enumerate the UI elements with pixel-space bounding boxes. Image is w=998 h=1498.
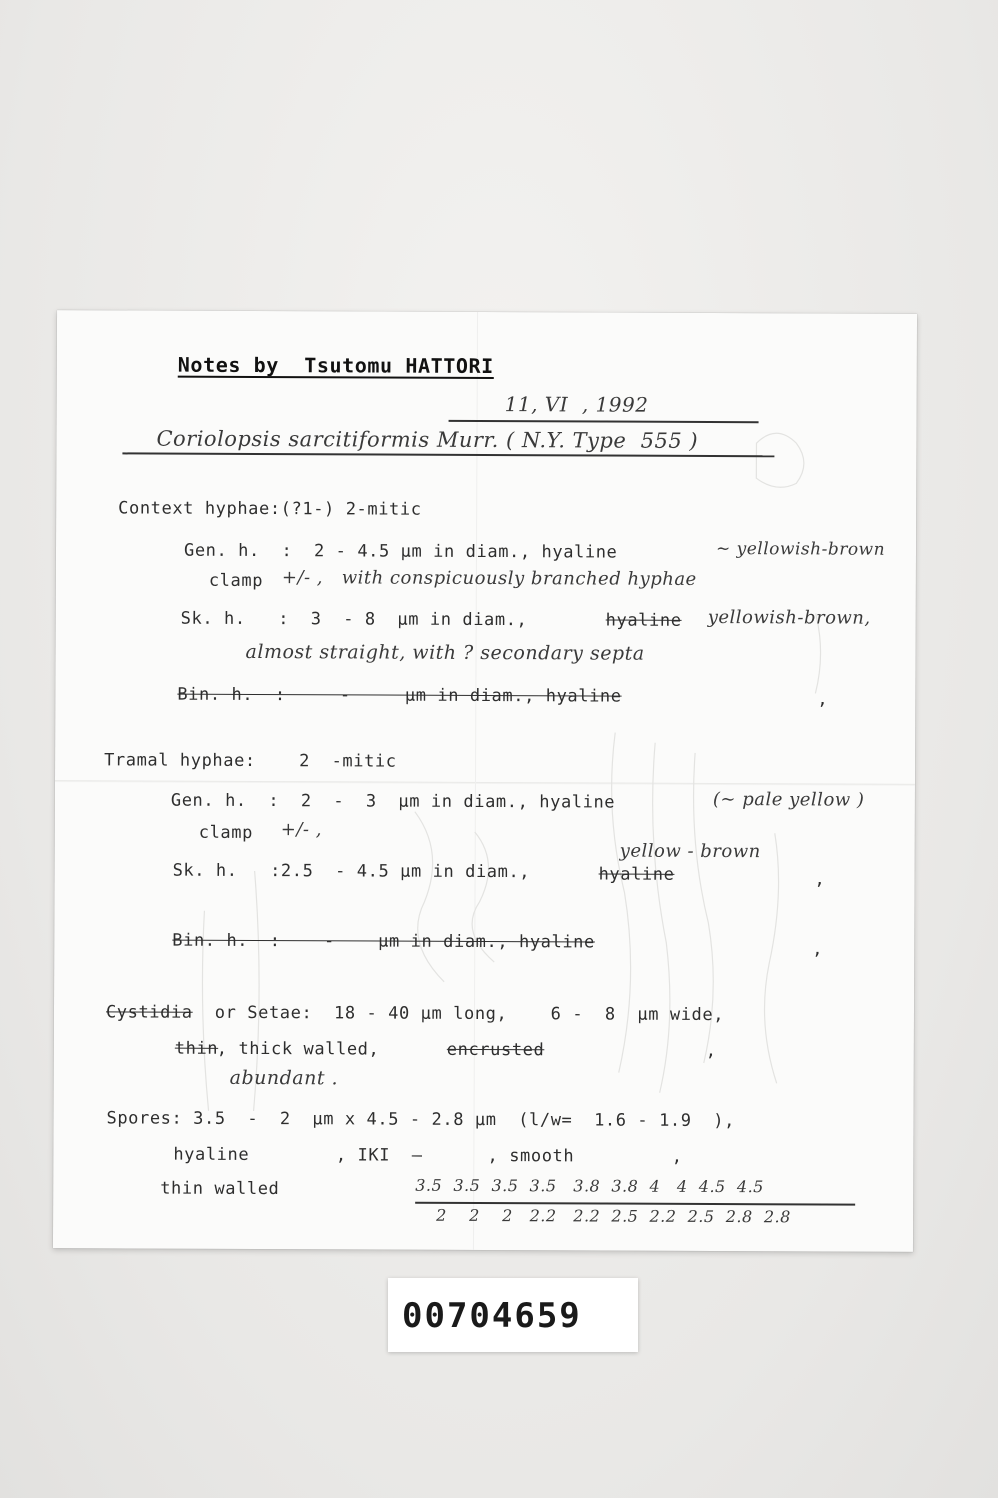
note-date: 11, VI , 1992 bbox=[504, 392, 649, 417]
context-sk-note: yellowish-brown, bbox=[707, 606, 871, 629]
encrusted-struck: encrusted bbox=[446, 1039, 545, 1061]
tramal-clamp: clamp bbox=[198, 822, 254, 843]
catalog-number: 00704659 bbox=[402, 1296, 582, 1336]
context-heading: Context hyphae:(?1-) 2-mitic bbox=[118, 498, 422, 520]
tramal-gen-note: (~ pale yellow ) bbox=[712, 788, 865, 811]
note-sheet bbox=[53, 310, 917, 1252]
context-sk-remark: almost straight, with ? secondary septa bbox=[245, 640, 645, 665]
tramal-sk-struck: hyaline bbox=[598, 864, 675, 885]
tramal-heading: Tramal hyphae: 2 -mitic bbox=[104, 750, 397, 772]
spores-measure-bottom: 2 2 2 2.2 2.2 2.5 2.2 2.5 2.8 2.8 bbox=[436, 1205, 791, 1227]
wall-line: , thick walled, bbox=[216, 1038, 391, 1060]
context-gen-note: ~ yellowish-brown bbox=[715, 539, 886, 560]
context-gen: Gen. h. : 2 - 4.5 µm in diam., hyaline bbox=[183, 540, 618, 563]
context-sk-struck: hyaline bbox=[605, 610, 682, 631]
tramal-clamp-note: +/- , bbox=[280, 819, 323, 841]
wall-end: , bbox=[705, 1040, 717, 1062]
tramal-bin-end: , bbox=[812, 939, 824, 960]
wall-thin-struck: thin bbox=[174, 1038, 219, 1059]
tramal-gen: Gen. h. : 2 - 3 µm in diam., hyaline bbox=[170, 790, 616, 813]
specimen-name: Coriolopsis sarcitiformis Murr. ( N.Y. Type 555 ) bbox=[156, 426, 699, 453]
spores-measure-top: 3.5 3.5 3.5 3.5 3.8 3.8 4 4 4.5 4.5 bbox=[415, 1175, 764, 1197]
note-title: Notes by Tsutomu HATTORI bbox=[177, 352, 494, 379]
context-clamp: clamp bbox=[208, 570, 264, 592]
catalog-label bbox=[388, 1278, 638, 1352]
context-sk: Sk. h. : 3 - 8 µm in diam., bbox=[180, 608, 539, 631]
context-clamp-note: +/- , with conspicuously branched hyphae bbox=[281, 567, 697, 590]
spores-size: Spores: 3.5 - 2 µm x 4.5 - 2.8 µm (l/w= 1.6 - 1.9 ), bbox=[106, 1108, 735, 1132]
tramal-sk-end: , bbox=[814, 869, 826, 890]
cystidia-struck: Cystidia bbox=[105, 1002, 193, 1023]
context-bin-end: , bbox=[817, 689, 829, 710]
cystidia-line: or Setae: 18 - 40 µm long, 6 - 8 µm wide, bbox=[203, 1002, 725, 1026]
context-bin: Bin. h. : - µm in diam., hyaline bbox=[177, 684, 622, 707]
cystidia-abundance: abundant . bbox=[229, 1066, 339, 1090]
tramal-bin: Bin. h. : - µm in diam., hyaline bbox=[172, 930, 595, 953]
spores-props: hyaline , IKI — , smooth , bbox=[173, 1144, 683, 1167]
tramal-sk-note: yellow - brown bbox=[619, 840, 761, 863]
spores-wall: thin walled bbox=[160, 1178, 280, 1200]
tramal-sk: Sk. h. :2.5 - 4.5 µm in diam., bbox=[172, 860, 542, 883]
